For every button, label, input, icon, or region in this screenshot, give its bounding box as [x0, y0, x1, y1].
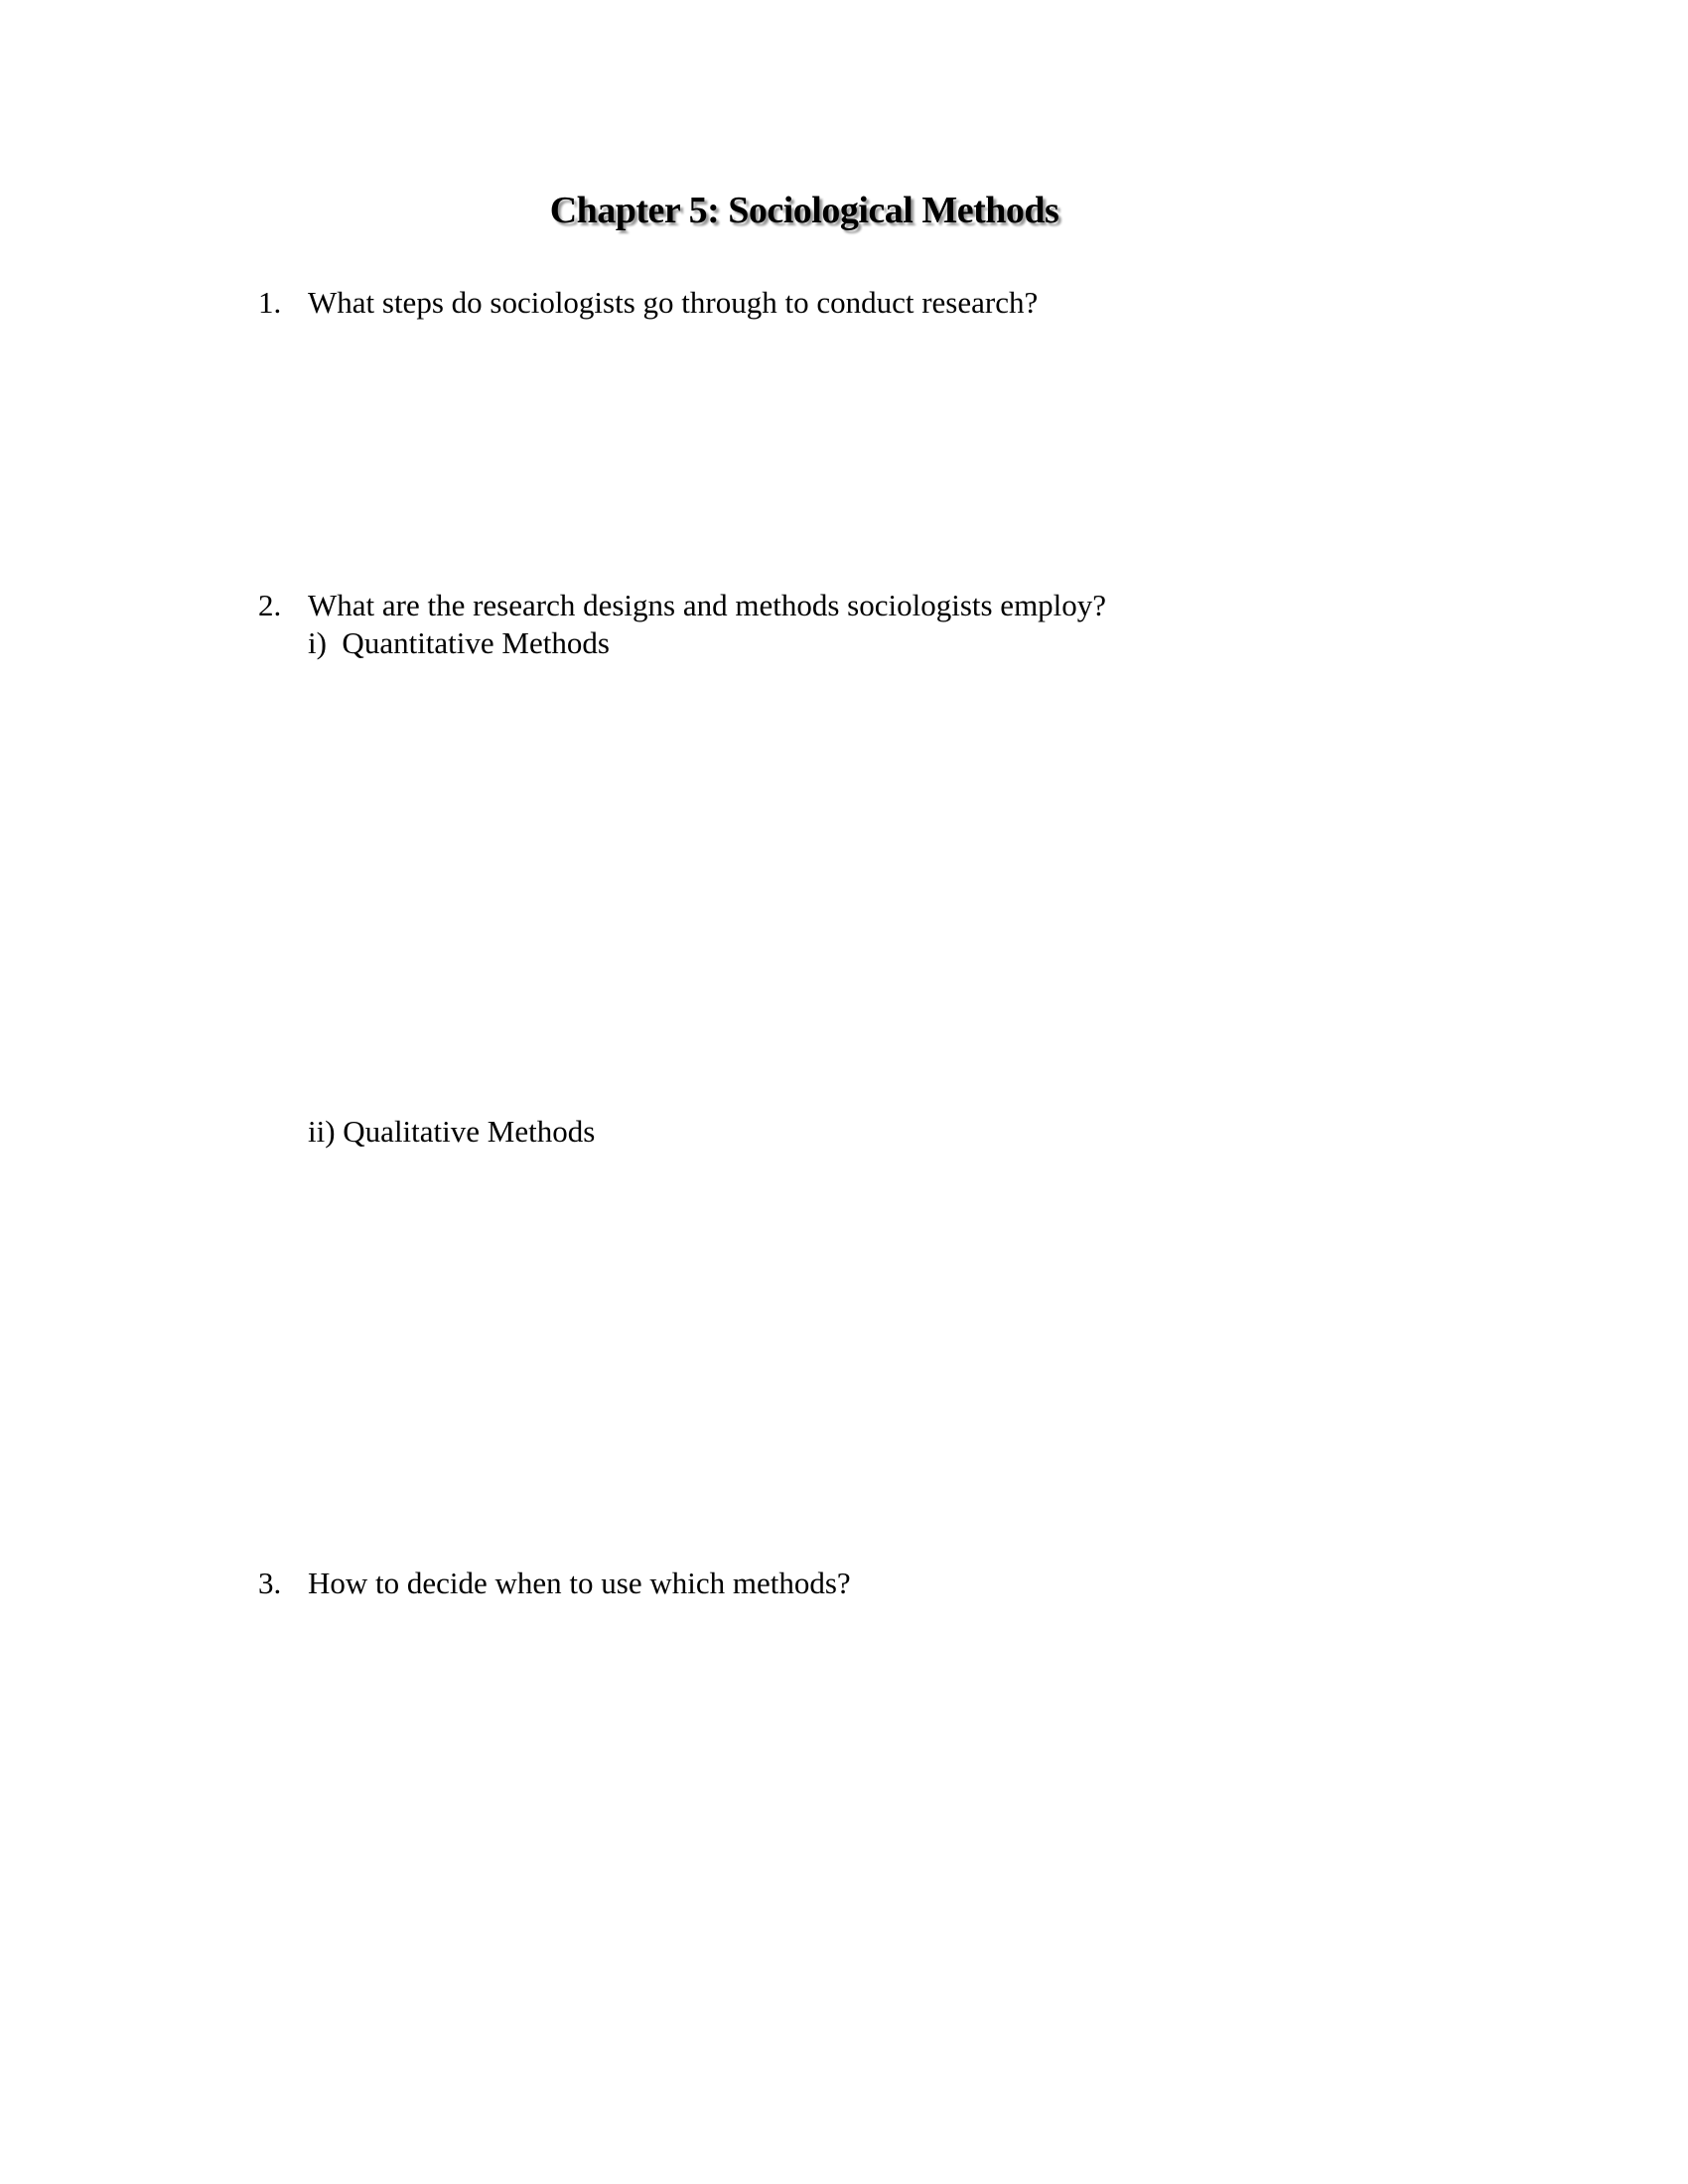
page-title: Chapter 5: Sociological Methods	[549, 190, 1059, 231]
question-text: What are the research designs and methods sociologists employ?	[308, 588, 1107, 622]
question-number: 3.	[258, 1566, 282, 1600]
question-text: How to decide when to use which methods?	[308, 1566, 851, 1600]
subitem-quantitative: i) Quantitative Methods	[308, 625, 610, 660]
subitem-qualitative: ii) Qualitative Methods	[308, 1114, 596, 1149]
question-number: 1.	[258, 285, 282, 320]
question-number: 2.	[258, 588, 282, 622]
question-text: What steps do sociologists go through to conduct research?	[308, 285, 1039, 320]
